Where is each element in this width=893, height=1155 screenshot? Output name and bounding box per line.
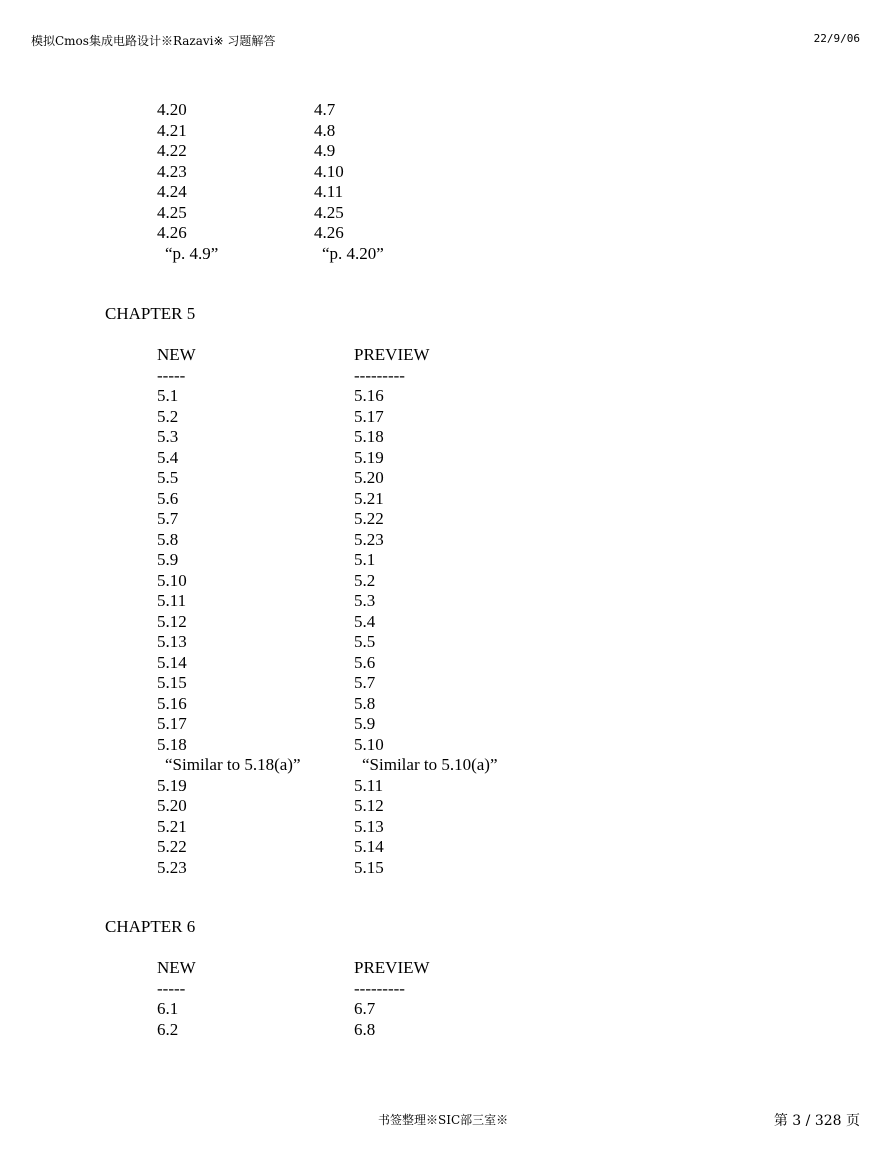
new-number-cell: “p. 4.9” xyxy=(165,243,219,263)
page-header-title: 模拟Cmos集成电路设计※Razavi※ 习题解答 xyxy=(31,34,276,48)
new-number-cell: 5.6 xyxy=(157,488,179,508)
new-number-cell: 5.5 xyxy=(157,468,179,487)
table-row xyxy=(157,632,657,653)
new-number-cell: 5.20 xyxy=(157,796,187,815)
table-row xyxy=(157,735,657,756)
table-row xyxy=(157,448,657,469)
new-number-cell: 6.1 xyxy=(157,999,179,1018)
preview-number-cell: 5.14 xyxy=(354,837,384,856)
new-number-cell: 5.7 xyxy=(157,509,179,528)
table-row xyxy=(157,121,657,142)
new-number-cell: 5.19 xyxy=(157,775,187,795)
column-header-row xyxy=(157,958,657,979)
table-row xyxy=(157,509,657,530)
preview-number-cell: 5.9 xyxy=(354,714,376,733)
preview-number-cell: 5.18 xyxy=(354,427,384,446)
preview-number-cell: 4.26 xyxy=(314,223,344,242)
preview-number-cell: 5.21 xyxy=(354,488,384,508)
preview-number-cell: 5.2 xyxy=(354,570,376,590)
new-number-cell: 4.20 xyxy=(157,100,187,119)
chapter-6-title: CHAPTER 6 xyxy=(105,917,196,936)
table-row xyxy=(157,837,657,858)
preview-number-cell: 4.9 xyxy=(314,141,336,160)
table-row xyxy=(157,468,657,489)
new-number-cell: 5.9 xyxy=(157,550,179,569)
preview-number-cell: 6.7 xyxy=(354,999,376,1018)
new-number-cell: 5.1 xyxy=(157,386,179,405)
preview-number-cell: 5.20 xyxy=(354,468,384,487)
page-header-date: 22/9/06 xyxy=(813,32,860,45)
preview-number-cell: --------- xyxy=(354,978,405,998)
table-row xyxy=(157,694,657,715)
preview-number-cell: 4.10 xyxy=(314,161,344,181)
table-row xyxy=(157,714,657,735)
preview-number-cell: 5.15 xyxy=(354,857,384,877)
new-number-cell: 5.4 xyxy=(157,447,179,467)
table-row xyxy=(157,223,657,244)
table-row xyxy=(157,776,657,797)
preview-number-cell: 5.1 xyxy=(354,550,376,569)
new-number-cell: 5.11 xyxy=(157,591,187,610)
table-row xyxy=(157,182,657,203)
table-row xyxy=(157,653,657,674)
new-number-cell: 5.18 xyxy=(157,734,187,754)
column-rule-row xyxy=(157,366,657,387)
preview-number-cell: 5.11 xyxy=(354,775,384,795)
table-row xyxy=(157,571,657,592)
table-row xyxy=(157,407,657,428)
new-number-cell: 5.13 xyxy=(157,632,187,651)
preview-number-cell: 4.11 xyxy=(314,182,344,201)
new-number-cell: 6.2 xyxy=(157,1019,179,1039)
chapter-5-title: CHAPTER 5 xyxy=(105,304,196,323)
preview-number-cell: 5.10 xyxy=(354,734,384,754)
preview-number-cell: --------- xyxy=(354,365,405,385)
new-number-cell: 5.2 xyxy=(157,406,179,426)
new-number-cell: 5.14 xyxy=(157,652,187,672)
new-number-cell: 5.16 xyxy=(157,693,187,713)
table-row xyxy=(157,427,657,448)
new-number-cell: 4.22 xyxy=(157,141,187,160)
chapter-4-mapping-table xyxy=(157,100,657,264)
new-number-cell: NEW xyxy=(157,345,196,364)
preview-number-cell: 4.25 xyxy=(314,202,344,222)
new-number-cell: “Similar to 5.18(a)” xyxy=(165,755,301,774)
preview-number-cell: 5.4 xyxy=(354,611,376,631)
page-footer-page-number: 第 3 / 328 页 xyxy=(773,1113,860,1129)
table-row xyxy=(157,141,657,162)
new-number-cell: ----- xyxy=(157,365,186,385)
preview-number-cell: 5.19 xyxy=(354,447,384,467)
table-row xyxy=(157,612,657,633)
preview-number-cell: “Similar to 5.10(a)” xyxy=(362,755,498,774)
preview-number-cell: 5.23 xyxy=(354,529,384,549)
table-row xyxy=(157,203,657,224)
chapter-5-mapping-table xyxy=(157,345,657,878)
preview-number-cell: 5.22 xyxy=(354,509,384,528)
table-row xyxy=(157,489,657,510)
preview-number-cell: 6.8 xyxy=(354,1019,376,1039)
preview-number-cell: PREVIEW xyxy=(354,345,430,364)
new-number-cell: 4.24 xyxy=(157,182,187,201)
note-row xyxy=(157,244,657,265)
table-row xyxy=(157,162,657,183)
table-row xyxy=(157,100,657,121)
preview-number-cell: 5.7 xyxy=(354,673,376,692)
preview-number-cell: 5.6 xyxy=(354,652,376,672)
note-row xyxy=(157,755,657,776)
preview-number-cell: PREVIEW xyxy=(354,958,430,977)
column-rule-row xyxy=(157,979,657,1000)
preview-number-cell: 5.8 xyxy=(354,693,376,713)
preview-number-cell: 5.5 xyxy=(354,632,376,651)
new-number-cell: 5.23 xyxy=(157,857,187,877)
new-number-cell: 5.17 xyxy=(157,714,187,733)
new-number-cell: 5.15 xyxy=(157,673,187,692)
column-header-row xyxy=(157,345,657,366)
new-number-cell: 5.21 xyxy=(157,816,187,836)
new-number-cell: NEW xyxy=(157,958,196,977)
preview-number-cell: 4.7 xyxy=(314,100,336,119)
new-number-cell: ----- xyxy=(157,978,186,998)
chapter-6-mapping-table xyxy=(157,958,657,1040)
new-number-cell: 5.8 xyxy=(157,529,179,549)
new-number-cell: 5.12 xyxy=(157,611,187,631)
page-footer-bookmark: 书签整理※SIC部三室※ xyxy=(378,1113,509,1127)
table-row xyxy=(157,999,657,1020)
new-number-cell: 4.21 xyxy=(157,120,187,140)
table-row xyxy=(157,858,657,879)
new-number-cell: 5.10 xyxy=(157,570,187,590)
preview-number-cell: 4.8 xyxy=(314,120,336,140)
new-number-cell: 5.3 xyxy=(157,427,179,446)
table-row xyxy=(157,591,657,612)
preview-number-cell: 5.16 xyxy=(354,386,384,405)
preview-number-cell: “p. 4.20” xyxy=(322,243,384,263)
table-row xyxy=(157,386,657,407)
table-row xyxy=(157,673,657,694)
table-row xyxy=(157,550,657,571)
table-row xyxy=(157,817,657,838)
new-number-cell: 4.25 xyxy=(157,202,187,222)
preview-number-cell: 5.17 xyxy=(354,406,384,426)
new-number-cell: 4.23 xyxy=(157,161,187,181)
preview-number-cell: 5.12 xyxy=(354,796,384,815)
new-number-cell: 5.22 xyxy=(157,837,187,856)
table-row xyxy=(157,1020,657,1041)
preview-number-cell: 5.13 xyxy=(354,816,384,836)
table-row xyxy=(157,796,657,817)
table-row xyxy=(157,530,657,551)
new-number-cell: 4.26 xyxy=(157,223,187,242)
preview-number-cell: 5.3 xyxy=(354,591,376,610)
